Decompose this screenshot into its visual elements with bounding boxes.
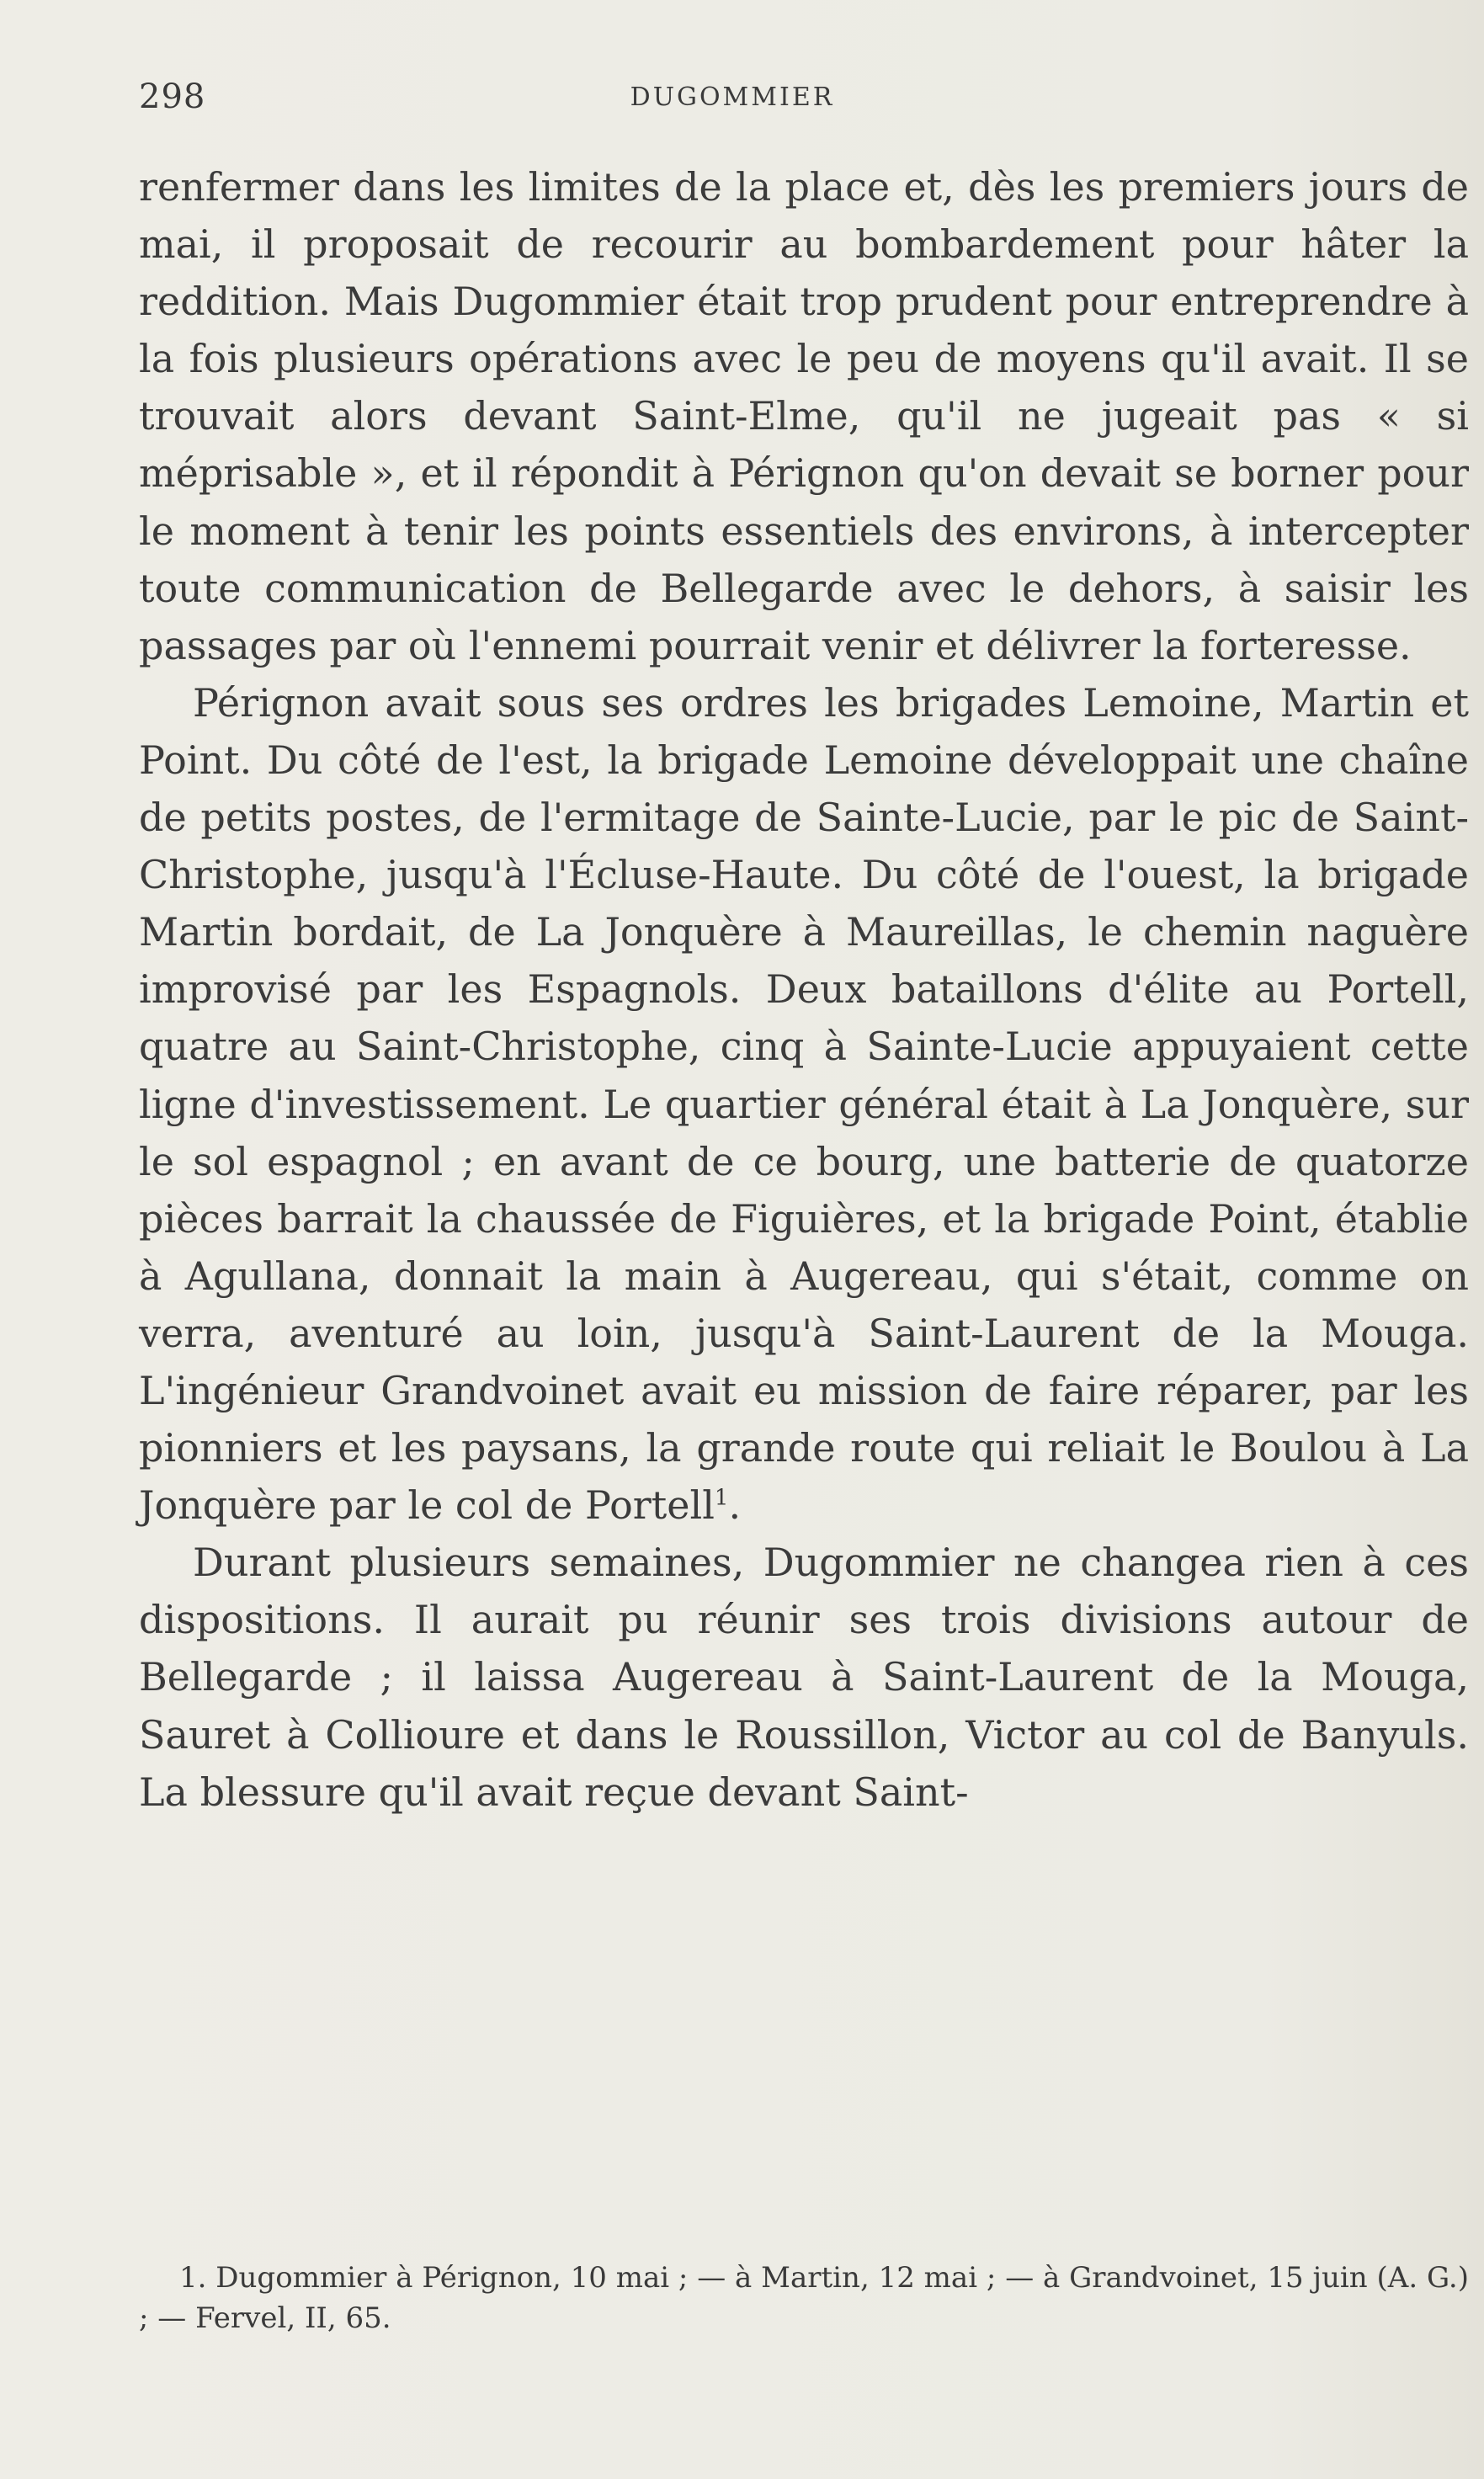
footnote-1: 1. Dugommier à Pérignon, 10 mai ; — à Martin, 12 mai ; — à Grandvoinet, 15 juin (A. G.) ; — Fervel, II, 65. <box>139 2261 1469 2335</box>
body-text <box>139 158 1469 1821</box>
paragraph-1: renfermer dans les limites de la place et, dès les premiers jours de mai, il proposait de recourir au bombardement pour hâter la reddition. Mais Dugommier était trop prudent pour entreprendre à la fois plusieurs opérations avec le peu de moyens qu'il avait. Il se trouvait alors devant Saint-Elme, qu'il ne jugeait pas « si méprisable », et il répondit à Pérignon qu'on devait se borner pour le moment à tenir les points essentiels des environs, à intercepter toute communication de Bellegarde avec le dehors, à saisir les passages par où l'ennemi pourrait venir et délivrer la forteresse. <box>139 164 1469 668</box>
running-title: DUGOMMIER <box>630 82 835 112</box>
paragraph-2-text: Pérignon avait sous ses ordres les brigades Lemoine, Martin et Point. Du côté de l'est, la brigade Lemoine développait une chaîne de petits postes, de l'ermitage de Sainte-Lucie, par le pic de Saint-Christophe, jusqu'à l'Écluse-Haute. Du côté de l'ouest, la brigade Martin bordait, de La Jonquère à Maureillas, le chemin naguère improvisé par les Espagnols. Deux bataillons d'élite au Portell, quatre au Saint-Christophe, cinq à Sainte-Lucie appuyaient cette ligne d'investissement. Le quartier général était à La Jonquère, sur le sol espagnol ; en avant de ce bourg, une batterie de quatorze pièces barrait la chaussée de Figuières, et la brigade Point, établie à Agullana, donnait la main à Augereau, qui s'était, comme on verra, aventuré au loin, jusqu'à Saint-Laurent de la Mouga. L'ingénieur Grandvoinet avait eu mission de faire réparer, par les pionniers et les paysans, la grande route qui reliait le Boulou à La Jonquère par le col de Portell <box>139 679 1469 1529</box>
paragraph-2-end: . <box>728 1482 742 1529</box>
page-number: 298 <box>139 77 206 116</box>
page-header <box>139 77 1326 128</box>
footnotes <box>139 2258 1469 2338</box>
paragraph-2 <box>139 674 1469 1534</box>
footnote-reference[interactable]: 1 <box>714 1485 729 1511</box>
paragraph-3: Durant plusieurs semaines, Dugommier ne changea rien à ces dispositions. Il aurait pu réunir ses trois divisions autour de Bellegarde ; il laissa Augereau à Saint-Laurent de la Mouga, Sauret à Collioure et dans le Roussillon, Victor au col de Banyuls. La blessure qu'il avait reçue devant Saint- <box>139 1540 1469 1815</box>
